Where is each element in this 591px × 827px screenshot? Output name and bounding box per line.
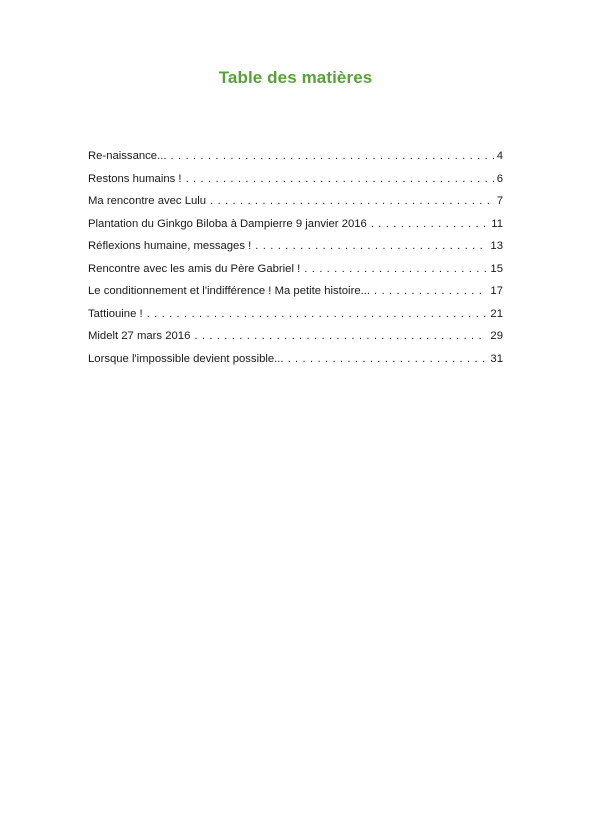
toc-entry[interactable] [88, 306, 503, 329]
toc-entry-title: Midelt 27 mars 2016 [88, 330, 191, 342]
toc-dot-leader [371, 216, 488, 232]
toc-entry-title: Le conditionnement et l'indifférence ! Ma petite histoire... [88, 285, 371, 297]
toc-entry-title: Plantation du Ginkgo Biloba à Dampierre 9 janvier 2016 [88, 217, 367, 230]
toc-list [88, 148, 503, 373]
toc-dot-leader [210, 193, 494, 209]
toc-entry[interactable] [88, 283, 503, 306]
toc-dot-leader [304, 261, 487, 277]
toc-dot-leader [255, 238, 487, 254]
toc-page-number: 31 [490, 352, 503, 365]
toc-dot-leader [288, 351, 488, 367]
toc-page-number: 15 [490, 262, 503, 275]
toc-page-number: 6 [496, 172, 503, 185]
toc-page-number: 7 [496, 195, 503, 207]
toc-entry-title: Re-naissance... [88, 150, 167, 162]
toc-title: Table des matières [218, 68, 373, 87]
toc-entry-title: Ma rencontre avec Lulu [88, 195, 207, 207]
toc-entry[interactable] [88, 351, 503, 374]
toc-page-number: 4 [496, 150, 503, 162]
toc-entry-title: Lorsque l'impossible devient possible... [88, 352, 284, 365]
toc-dot-leader [194, 328, 487, 344]
toc-entry[interactable] [88, 193, 503, 216]
toc-page-number: 29 [490, 330, 503, 342]
toc-entry[interactable] [88, 148, 503, 171]
toc-entry[interactable] [88, 328, 503, 351]
toc-page-number: 21 [490, 307, 503, 320]
toc-entry[interactable] [88, 216, 503, 239]
toc-page-number: 13 [490, 240, 503, 252]
toc-dot-leader [374, 283, 487, 299]
toc-page-number: 17 [490, 285, 503, 297]
toc-entry[interactable] [88, 261, 503, 284]
toc-entry-title: Réflexions humaine, messages ! [88, 240, 252, 252]
toc-entry[interactable] [88, 171, 503, 194]
toc-entry-title: Tattiouine ! [88, 307, 143, 320]
toc-dot-leader [147, 306, 488, 322]
toc-dot-leader [186, 171, 494, 187]
toc-page-number: 11 [491, 217, 503, 230]
toc-entry-title: Restons humains ! [88, 172, 182, 185]
toc-dot-leader [171, 148, 494, 164]
toc-entry[interactable] [88, 238, 503, 261]
toc-entry-title: Rencontre avec les amis du Père Gabriel ! [88, 262, 301, 275]
